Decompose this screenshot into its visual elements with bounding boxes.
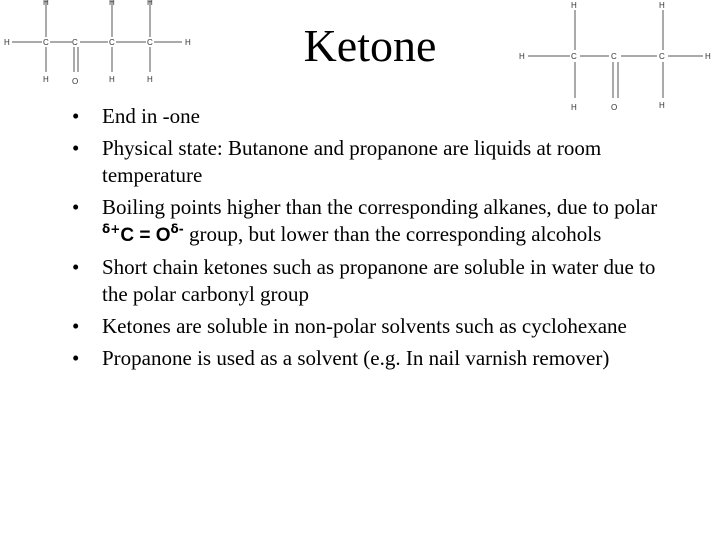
atom-label: H <box>571 1 577 10</box>
atom-label: C <box>659 52 665 61</box>
atom-label: H <box>43 0 49 7</box>
atom-label: C <box>43 38 49 47</box>
bullet-text: Propanone is used as a solvent (e.g. In nail varnish remover) <box>102 346 610 370</box>
bullet-text: Ketones are soluble in non-polar solvents such as cyclohexane <box>102 314 627 338</box>
butanone-structure-diagram <box>0 0 200 92</box>
atom-label: H <box>519 52 525 61</box>
bullet-text: Short chain ketones such as propanone are soluble in water due to the polar carbonyl group <box>102 255 656 306</box>
bullet-marker: • <box>72 195 80 219</box>
atom-label: C <box>72 38 78 47</box>
atom-label: C <box>109 38 115 47</box>
bullet-marker: • <box>72 104 80 128</box>
slide-title: Ketone <box>303 20 437 71</box>
atom-label: H <box>659 101 665 110</box>
atom-label: O <box>72 77 79 86</box>
atom-label: H <box>659 1 665 10</box>
bullet-item <box>72 345 672 372</box>
bullet-item <box>72 254 672 308</box>
bullet-text-post: group, but lower than the corresponding alcohols <box>183 222 602 246</box>
bullet-item <box>72 194 672 249</box>
bullet-marker: • <box>72 136 80 160</box>
bullet-marker: • <box>72 346 80 370</box>
double-bond-symbol: = <box>134 225 156 246</box>
oxygen-symbol: O <box>155 225 171 246</box>
propanone-structure-diagram <box>515 0 720 118</box>
bullet-item <box>72 103 672 130</box>
delta-plus-label: δ+ <box>102 222 121 236</box>
atom-label: C <box>571 52 577 61</box>
atom-label: H <box>147 0 153 7</box>
bullet-item <box>72 313 672 340</box>
atom-label: H <box>147 75 153 84</box>
bullet-marker: • <box>72 255 80 279</box>
bullet-text: End in -one <box>102 104 200 128</box>
bullet-text: Physical state: Butanone and propanone are liquids at room temperature <box>102 136 602 187</box>
atom-label: H <box>4 38 10 47</box>
atom-label: H <box>109 75 115 84</box>
delta-minus-label: δ- <box>170 222 184 236</box>
atom-label: H <box>571 103 577 112</box>
atom-label: C <box>147 38 153 47</box>
bullet-list <box>72 103 672 377</box>
bullet-item <box>72 135 672 189</box>
atom-label: O <box>611 103 618 112</box>
carbon-symbol: C <box>120 225 135 246</box>
bullet-text-pre: Boiling points higher than the corresponding alkanes, due to polar <box>102 195 658 219</box>
atom-label: H <box>185 38 191 47</box>
bullet-marker: • <box>72 314 80 338</box>
atom-label: H <box>109 0 115 7</box>
atom-label: H <box>43 75 49 84</box>
atom-label: H <box>705 52 711 61</box>
atom-label: C <box>611 52 617 61</box>
